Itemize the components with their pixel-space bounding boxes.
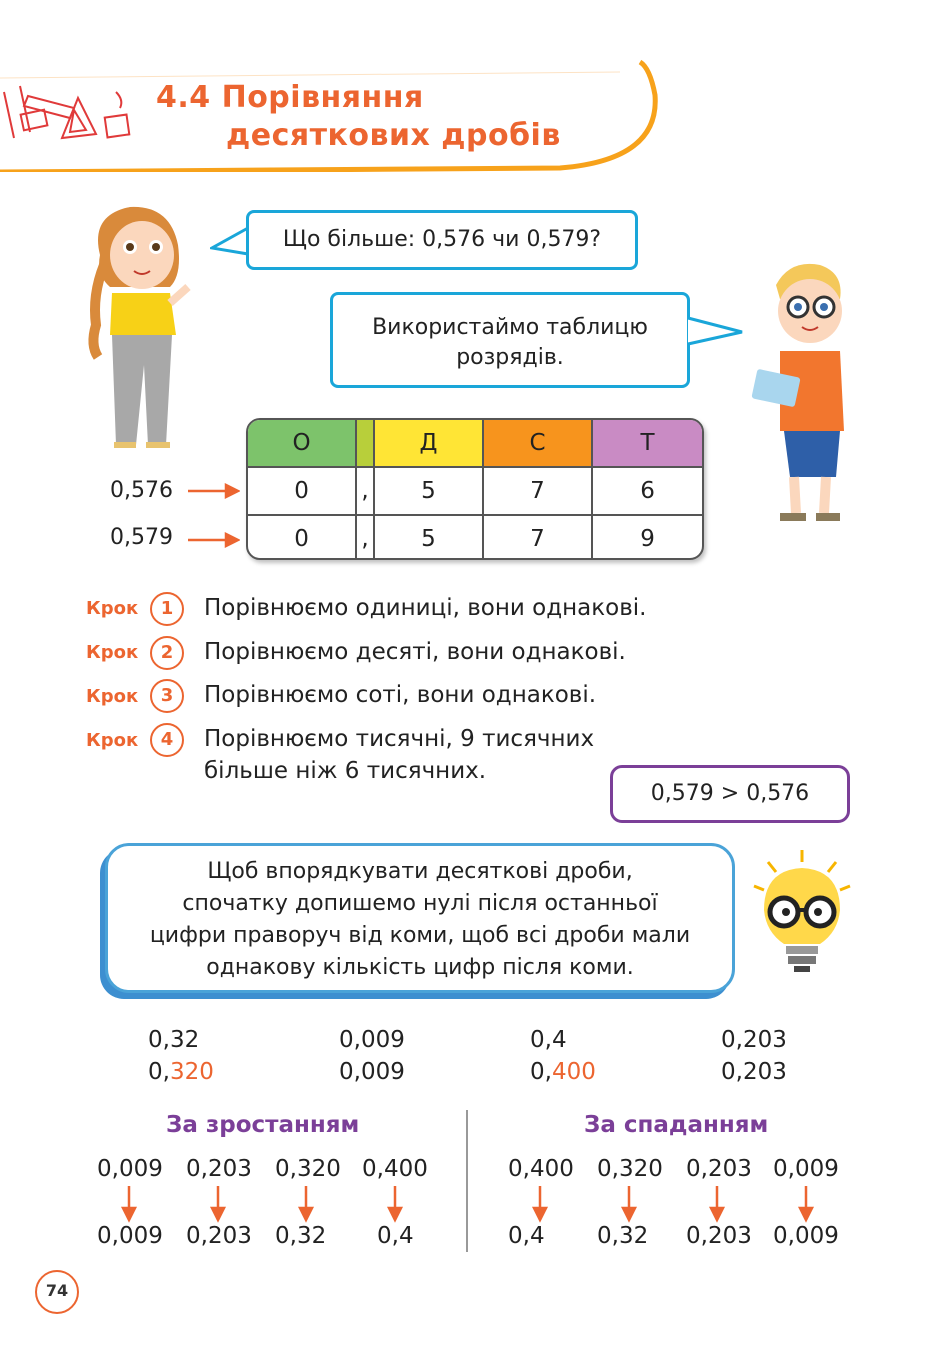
example-original: 0,203 — [721, 1027, 787, 1053]
descending-value: 0,4 — [508, 1223, 545, 1249]
arrow-down-icon — [123, 1186, 135, 1220]
step-text: Порівнюємо тисячні, 9 тисячних — [204, 726, 595, 752]
padded-prefix: 0,203 — [721, 1059, 787, 1085]
cell-comma: , — [357, 516, 375, 560]
place-value-table — [246, 418, 704, 560]
table-row — [248, 516, 702, 560]
stationery-doodle-icon — [4, 86, 129, 138]
rule-line: цифри праворуч від коми, щоб всі дроби мали — [149, 923, 691, 948]
row-label: 0,579 — [110, 525, 173, 550]
example-padded — [339, 1059, 405, 1085]
girl-illustration — [70, 195, 210, 460]
padded-prefix: 0,009 — [339, 1059, 405, 1085]
arrow-right-icon — [188, 534, 238, 546]
cell: 0 — [248, 468, 357, 514]
table-header-row — [248, 420, 702, 468]
row-arrows — [186, 482, 240, 552]
step-text: Порівнюємо соті, вони однакові. — [204, 682, 597, 708]
step-label: Крок — [86, 730, 139, 751]
descending-title: За спаданням — [584, 1112, 769, 1138]
step-number-badge: 3 — [150, 679, 184, 713]
table-row — [248, 468, 702, 516]
padded-prefix: 0, — [148, 1059, 170, 1085]
column-divider — [466, 1110, 468, 1252]
comparison-result: 0,579 > 0,576 — [610, 765, 850, 823]
header-comma — [357, 420, 375, 466]
rule-line: Щоб впорядкувати десяткові дроби, — [207, 859, 633, 884]
ascending-value: 0,203 — [186, 1223, 252, 1249]
arrow-right-icon — [188, 485, 238, 497]
lightbulb-glasses-icon — [750, 848, 854, 978]
step-label: Крок — [86, 642, 139, 663]
answer-text-line1: Використаймо таблицю — [372, 315, 648, 340]
ascending-padded-value: 0,009 — [97, 1156, 163, 1182]
step-number-badge: 2 — [150, 636, 184, 670]
cell: 7 — [484, 516, 593, 560]
rule-line: спочатку допишемо нулі після останньої — [182, 891, 658, 916]
cell: 5 — [375, 516, 484, 560]
ascending-value: 0,32 — [275, 1223, 327, 1249]
ascending-value: 0,009 — [97, 1223, 163, 1249]
step-label: Крок — [86, 598, 139, 619]
rule-line: однакову кількість цифр після коми. — [206, 955, 634, 980]
header-hundredths: С — [484, 420, 593, 466]
bubble-tail-right — [686, 312, 746, 352]
page-title-line1: 4.4 Порівняння — [156, 80, 424, 115]
rule-box — [105, 843, 735, 993]
ascending-padded-value: 0,320 — [275, 1156, 341, 1182]
padded-added-digits: 320 — [169, 1059, 214, 1085]
example-padded — [530, 1059, 596, 1085]
header-units: О — [248, 420, 357, 466]
cell: 9 — [640, 526, 655, 552]
bubble-tail-left — [210, 224, 250, 258]
step-text: Порівнюємо одиниці, вони однакові. — [204, 595, 647, 621]
ascending-padded-value: 0,400 — [362, 1156, 428, 1182]
arrow-down-icon — [800, 1186, 812, 1220]
example-original: 0,009 — [339, 1027, 405, 1053]
arrow-down-icon — [534, 1186, 546, 1220]
example-original: 0,32 — [148, 1027, 200, 1053]
arrow-down-icon — [389, 1186, 401, 1220]
question-text: Що більше: 0,576 чи 0,579? — [282, 227, 602, 252]
arrow-down-icon — [711, 1186, 723, 1220]
cell: 5 — [375, 468, 484, 514]
order-arrows — [0, 1184, 935, 1224]
descending-value: 0,203 — [686, 1223, 752, 1249]
step-text: Порівнюємо десяті, вони однакові. — [204, 639, 626, 665]
step-text-continued: більше ніж 6 тисячних. — [204, 758, 487, 784]
header-thousandths: Т — [593, 420, 702, 466]
arrow-down-icon — [623, 1186, 635, 1220]
descending-value: 0,009 — [773, 1223, 839, 1249]
cell: 6 — [640, 478, 655, 504]
padded-prefix: 0, — [530, 1059, 552, 1085]
cell-comma: , — [357, 468, 375, 514]
header-tenths: Д — [375, 420, 484, 466]
page-number: 74 — [35, 1270, 79, 1314]
ascending-value: 0,4 — [377, 1223, 414, 1249]
step-label: Крок — [86, 686, 139, 707]
row-label: 0,576 — [110, 478, 173, 503]
ascending-padded-value: 0,203 — [186, 1156, 252, 1182]
example-padded — [721, 1059, 787, 1085]
arrow-down-icon — [212, 1186, 224, 1220]
page-title-line2: десяткових дробів — [226, 118, 561, 153]
cell: 7 — [484, 468, 593, 514]
step-number-badge: 4 — [150, 723, 184, 757]
descending-padded-value: 0,009 — [773, 1156, 839, 1182]
question-bubble — [246, 210, 638, 270]
descending-padded-value: 0,203 — [686, 1156, 752, 1182]
example-padded — [148, 1059, 214, 1085]
example-original: 0,4 — [530, 1027, 567, 1053]
step-number-badge: 1 — [150, 592, 184, 626]
answer-bubble — [330, 292, 690, 388]
cell: 0 — [248, 516, 357, 560]
ascending-title: За зростанням — [166, 1112, 360, 1138]
descending-padded-value: 0,320 — [597, 1156, 663, 1182]
arrow-down-icon — [300, 1186, 312, 1220]
descending-padded-value: 0,400 — [508, 1156, 574, 1182]
descending-value: 0,32 — [597, 1223, 649, 1249]
answer-text-line2: розрядів. — [456, 345, 564, 370]
boy-illustration — [740, 255, 860, 525]
padded-added-digits: 400 — [551, 1059, 596, 1085]
